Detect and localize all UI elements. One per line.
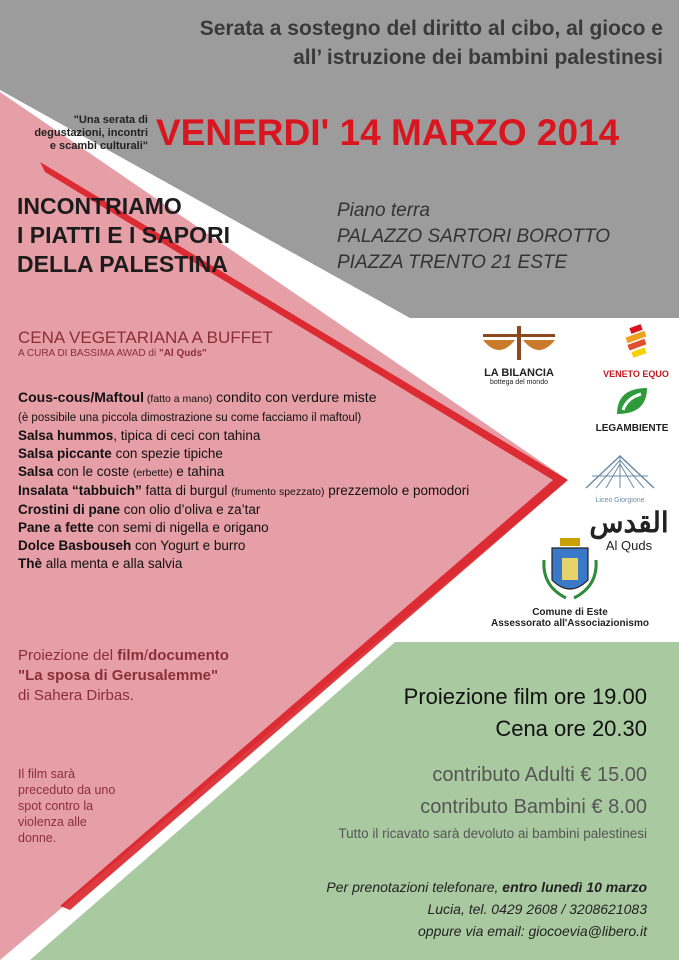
menu-item-name: Pane a fette [18, 520, 94, 535]
header-line-2: all’ istruzione dei bambini palestinesi [293, 46, 663, 69]
menu-item-desc: prezzemolo e pomodori [324, 483, 470, 498]
film-info [18, 646, 229, 706]
menu-item-desc: con spezie tipiche [111, 446, 223, 461]
film-sep: / [143, 647, 149, 664]
booking-deadline: entro lunedì 10 marzo [502, 879, 647, 895]
legambiente-icon [613, 384, 651, 418]
quote-line-1: "Una serata di [73, 114, 148, 126]
booking-phone: Lucia, tel. 0429 2608 / 3208621083 [427, 901, 647, 917]
menu-item [18, 463, 558, 482]
comune-label: Comune di Este [532, 607, 608, 618]
spot-note: Il film sarà preceduto da uno spot contro la violenza alle donne. [18, 767, 116, 845]
event-title [17, 192, 230, 279]
menu-item-name: Salsa hummos [18, 428, 114, 443]
venue-building: PALAZZO SARTORI BOROTTO [337, 226, 611, 247]
header [23, 14, 663, 72]
booking-prefix: Per prenotazioni telefonare, [326, 879, 503, 895]
menu-item-name: Salsa piccante [18, 446, 112, 461]
menu-item-note: (frumento spezzato) [231, 486, 325, 498]
booking-info [326, 876, 647, 942]
curator-prefix: A CURA DI BASSIMA AWAD di [18, 348, 159, 359]
menu-item-desc: con olio d’oliva e za’tar [120, 502, 261, 517]
menu-item-desc: condito con verdure miste [212, 389, 377, 405]
curator-name: "Al Quds" [158, 348, 207, 359]
dinner-curator [18, 348, 207, 359]
menu-item-name: Cous-cous/Maftoul [18, 389, 144, 405]
header-line-1: Serata a sostegno del diritto al cibo, al gioco e [199, 17, 663, 40]
menu-item [18, 501, 558, 519]
logo-comune-di-este [470, 536, 670, 629]
coat-of-arms-icon [540, 536, 600, 602]
venue [337, 198, 610, 276]
film-prefix: Proiezione del [18, 647, 118, 664]
menu-item [18, 408, 558, 427]
menu-item [18, 388, 558, 408]
menu-item-name: Salsa [18, 464, 54, 479]
event-date: VENERDI' 14 MARZO 2014 [156, 112, 620, 153]
menu-item [18, 482, 558, 501]
menu-item-note: (erbette) [132, 467, 173, 479]
menu-item-desc: e tahina [172, 464, 225, 479]
legambiente-label: LEGAMBIENTE [595, 423, 669, 434]
film-line-1 [18, 646, 229, 666]
menu-item-name: Dolce Basbouseh [18, 538, 132, 553]
venue-address: PIAZZA TRENTO 21 ESTE [337, 252, 568, 273]
logo-liceo-giorgione [578, 450, 662, 504]
bilancia-label: LA BILANCIA [484, 367, 554, 379]
film-director: di Sahera Dirbas. [18, 687, 134, 704]
menu-item [18, 519, 558, 537]
title-line-1: INCONTRIAMO [17, 193, 182, 219]
menu-item-note: (fatto a mano) [144, 393, 213, 405]
venue-floor: Piano terra [337, 200, 430, 221]
menu-item-note: (è possibile una piccola dimostrazione su come facciamo il maftoul) [18, 412, 362, 424]
film-time: Proiezione film ore 19.00 [403, 684, 647, 709]
quote-line-2: degustazioni, incontri [34, 127, 148, 139]
film-title: "La sposa di Gerusalemme" [18, 667, 219, 684]
child-fee: contributo Bambini € 8.00 [420, 796, 647, 818]
dinner-time: Cena ore 20.30 [495, 716, 647, 741]
menu-item [18, 445, 558, 463]
bilancia-sublabel: bottega del mondo [490, 379, 548, 386]
menu-item-desc: fatta di burgul [141, 483, 232, 498]
menu-item-name: Insalata “tabbuich” [18, 483, 142, 498]
menu-item-desc: con Yogurt e burro [131, 538, 246, 553]
menu-item-desc: con le coste [53, 464, 133, 479]
title-line-3: DELLA PALESTINA [17, 251, 228, 277]
assessorato-label: Assessorato all'Associazionismo [491, 618, 649, 629]
al-quds-label: Al Quds [605, 538, 653, 553]
liceo-label: Liceo Giorgione [595, 497, 645, 504]
documento-word: documento [148, 647, 229, 664]
logo-veneto-equo [600, 324, 672, 379]
menu-item-desc: , tipica di ceci con tahina [113, 428, 261, 443]
quote-line-3: e scambi culturali" [49, 140, 148, 152]
adult-fee: contributo Adulti € 15.00 [432, 764, 647, 786]
event-quote [18, 114, 148, 153]
film-word: film [117, 647, 144, 664]
al-quds-arabic: القدس [589, 507, 669, 538]
logo-la-bilancia [478, 326, 560, 386]
veneto-equo-label: VENETO EQUO [603, 369, 669, 379]
liceo-icon [582, 450, 658, 492]
menu-item [18, 427, 558, 445]
menu-item-name: Thè [18, 556, 43, 571]
menu-item-desc: alla menta e alla salvia [42, 556, 183, 571]
booking-line-1 [326, 876, 647, 898]
scale-icon [479, 326, 559, 362]
menu-item-desc: con semi di nigella e origano [93, 520, 269, 535]
booking-email: oppure via email: giocoevia@libero.it [418, 923, 647, 939]
title-line-2: I PIATTI E I SAPORI [17, 222, 230, 248]
dinner-heading: CENA VEGETARIANA A BUFFET [18, 328, 273, 347]
menu-item-name: Crostini di pane [18, 502, 121, 517]
logo-legambiente [590, 384, 674, 434]
proceeds-note: Tutto il ricavato sarà devoluto ai bambini palestinesi [338, 826, 647, 841]
veneto-equo-icon [616, 324, 656, 364]
